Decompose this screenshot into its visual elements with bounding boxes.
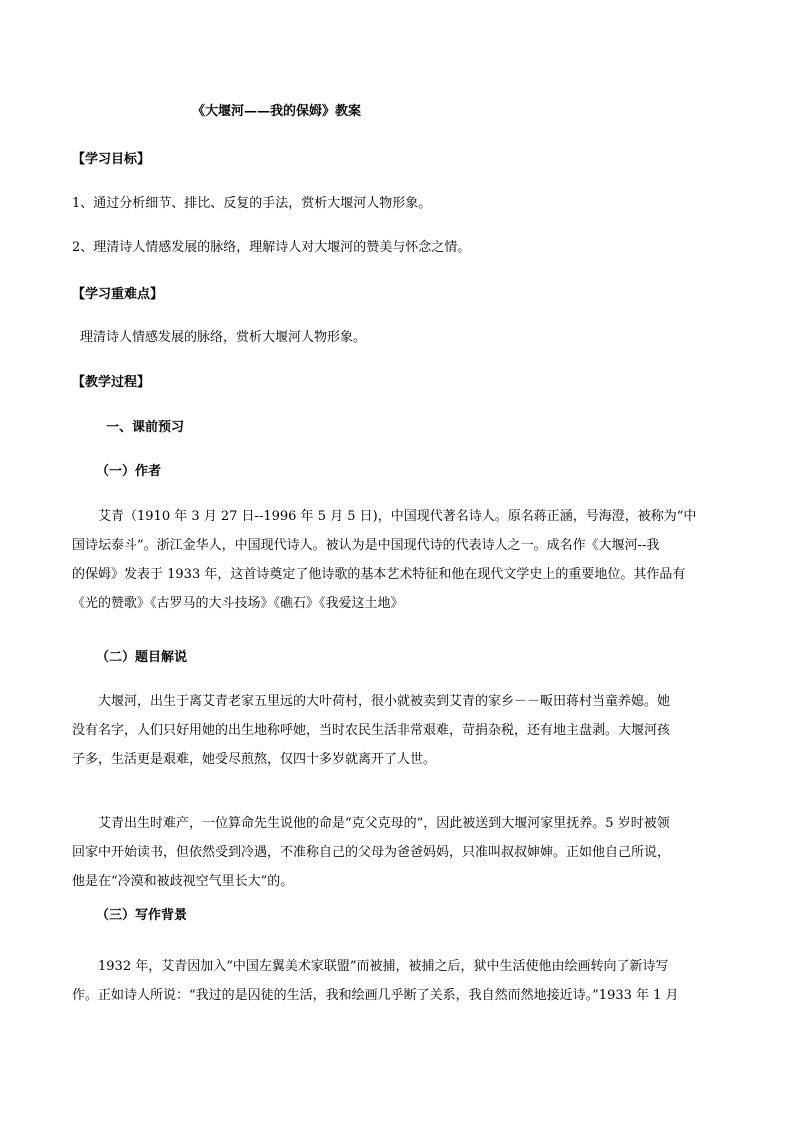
title-p2-line-2: 回家中开始读书，但依然受到冷遇，不准称自己的父母为爸爸妈妈，只准叫叔叔婶婶。正如他自己所说， [72, 845, 671, 860]
heading-learning-goals: 【学习目标】 [72, 152, 151, 167]
section-preview: 一、课前预习 [106, 420, 185, 435]
title-paragraph-1 [72, 687, 722, 774]
background-paragraph [72, 952, 722, 1010]
author-paragraph [72, 502, 722, 618]
title-p2-line-3: 他是在“冷漠和被歧视空气里长大”的。 [72, 874, 294, 889]
author-line-1: 艾青（1910 年 3 月 27 日--1996 年 5 月 5 日)，中国现代著名诗人。原名蒋正涵，号海澄，被称为“中 [98, 509, 697, 524]
author-line-2: 国诗坛泰斗”。浙江金华人，中国现代诗人。被认为是中国现代诗的代表诗人之一。成名作《大堰河--我 [72, 538, 660, 553]
author-line-4: 《光的赞歌》《古罗马的大斗技场》《礁石》《我爱这土地》 [72, 596, 404, 611]
key-points-text: 理清诗人情感发展的脉络，赏析大堰河人物形象。 [80, 330, 367, 345]
subsection-background: （三）写作背景 [96, 908, 188, 923]
goal-item-1: 1、通过分析细节、排比、反复的手法，赏析大堰河人物形象。 [72, 196, 432, 211]
title-p1-line-2: 没有名字，人们只好用她的出生地称呼她，当时农民生活非常艰难，苛捐杂税，还有地主盘剥。大堰河孩 [72, 723, 671, 738]
goal-item-2: 2、理清诗人情感发展的脉络，理解诗人对大堰河的赞美与怀念之情。 [72, 240, 471, 255]
background-line-2: 作。正如诗人所说：“我过的是囚徒的生活，我和绘画几乎断了关系，我自然而然地接近诗。”1933 年 1 月 [72, 988, 679, 1003]
subsection-title-explanation: （二）题目解说 [96, 650, 188, 665]
background-line-1: 1932 年，艾青因加入“中国左翼美术家联盟”而被捕，被捕之后，狱中生活使他由绘画转向了新诗写 [98, 959, 669, 974]
title-p1-line-3: 子多，生活更是艰难，她受尽煎熬，仅四十多岁就离开了人世。 [72, 752, 437, 767]
document-title: 《大堰河——我的保姆》教案 [192, 104, 362, 119]
title-p1-line-1: 大堰河，出生于离艾青老家五里远的大叶荷村，很小就被卖到艾青的家乡－－畈田蒋村当童养媳。她 [98, 694, 671, 709]
heading-teaching-process: 【教学过程】 [72, 375, 151, 390]
title-paragraph-2 [72, 809, 722, 896]
subsection-author: （一）作者 [96, 464, 162, 479]
author-line-3: 的保姆》发表于 1933 年，这首诗奠定了他诗歌的基本艺术特征和他在现代文学史上的重要地位。其作品有 [72, 567, 686, 582]
heading-key-points: 【学习重难点】 [72, 287, 164, 302]
title-p2-line-1: 艾青出生时难产，一位算命先生说他的命是“克父克母的”，因此被送到大堰河家里抚养。5 岁时被领 [98, 816, 670, 831]
